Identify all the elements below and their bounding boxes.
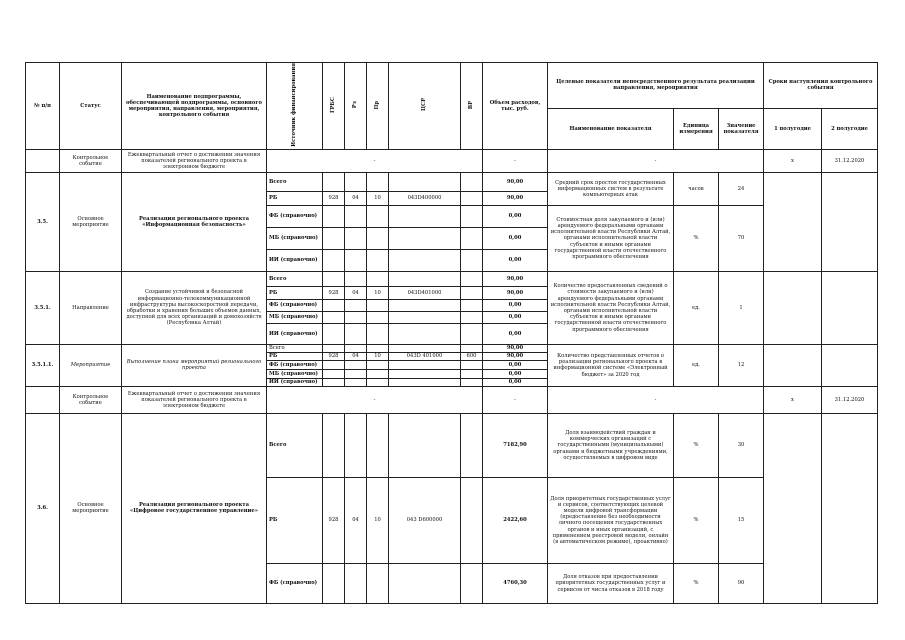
col-header-indicators: Целевые показатели непосредственного результата реализации направления, мероприятия [548, 63, 764, 109]
col-header-half1: 1 полугодие [764, 108, 822, 149]
col-header-num: № п/п [26, 63, 60, 150]
table-row: 3.5. Основное мероприятие Реализация регионального проекта «Информационная безопасность» Всего 90,00 Средний срок простоя государственных информационных систем в результате компьютерных атак часов 24 [26, 172, 878, 191]
col-header-ind-name: Наименование показателя [548, 108, 674, 149]
row-number: 3.6. [26, 413, 60, 603]
table-row: ФБ (справочно) 0,00 Стоимостная доля закупаемого и (или) арендуемого федеральными органами исполнительной власти Республики Алтай, органами исполнительной власти субъектов и иными органами государственной власти отечественного программного обеспечения % 70 [26, 205, 878, 227]
indicator-name: Количество представленных отчетов о реализации регионального проекта в информационной системе «Электронный бюджет» за 2020 год [548, 344, 674, 386]
row-status: Направление [60, 271, 122, 344]
control-event-status: Контрольное событие [60, 149, 122, 172]
table-row: 3.5.1.1. Мероприятие Выполнение плана мероприятий регионального проекта Всего 90,00 Количество представленных отчетов о реализации регионального проекта в информационной системе «Электронный бюджет» за 2020 год ед. 12 [26, 344, 878, 352]
indicator-name: Стоимостная доля закупаемого и (или) арендуемого федеральными органами исполнительной власти Республики Алтай, органами исполнительной власти субъектов и иными органами государственной власти отечественного программного обеспечения [548, 205, 674, 271]
table-row: МБ (справочно) 0,00 [26, 369, 878, 378]
row-status: Мероприятие [60, 344, 122, 386]
col-header-csr: ЦСР [389, 63, 461, 150]
control-event-name: Ежеквартальный отчет о достижении значения показателей регионального проекта в электронном бюджете [122, 149, 267, 172]
row-status: Основное мероприятие [60, 413, 122, 603]
row-name: Реализация регионального проекта «Цифровое государственное управление» [122, 413, 267, 603]
indicator-name: Доля отказов при предоставлении приоритетных государственных услуг и сервисов от числа отказов в 2018 году [548, 563, 674, 603]
table-row: РБ 928 04 10 043 D600000 2422,60 Доля приоритетных государственных услуг и сервисов, соответствующих целевой модели цифровой трансформации (предоставление без необходимости личного посещения государственных органов и иных организаций, с применением реестровой модели, онлайн (в автоматическом режиме), проактивно) % 15 [26, 477, 878, 563]
table-row: 3.5.1. Направление Создание устойчивой и безопасной информационно-телекоммуникационной инфраструктуры высокоскоростной передачи, обработки и хранения больших объемов данных, доступной для всех организаций и домохозяйств (Республика Алтай) Всего 90,00 Количество предоставленных сведений о стоимости закупаемого и (или) арендуемого федеральными органами исполнительной власти Республики Алтай, органами исполнительной власти субъектов и иными органами государственной власти отечественного программного обеспечения ед. 1 [26, 271, 878, 286]
document-table-sheet [25, 62, 877, 593]
col-header-pr: Пр [367, 63, 389, 150]
row-number: 3.5. [26, 172, 60, 271]
row-number: 3.5.1. [26, 271, 60, 344]
col-header-source: Источник финансирования [267, 63, 323, 150]
table-row: 3.6. Основное мероприятие Реализация регионального проекта «Цифровое государственное управление» Всего 7182,90 Доля взаимодействий граждан и коммерческих организаций с государственными (муниципальными) органами и бюджетными учреждениями, осуществляемых в цифровом виде % 30 [26, 413, 878, 477]
row-number: 3.5.1.1. [26, 344, 60, 386]
col-header-status: Статус [60, 63, 122, 150]
col-header-amount: Объем расходов, тыс. руб. [483, 63, 548, 150]
control-event-name: Ежеквартальный отчет о достижении значения показателей регионального проекта в электронном бюджете [122, 386, 267, 413]
col-header-unit: Единица измерения [674, 108, 719, 149]
col-header-rz: Рз [345, 63, 367, 150]
table-row: ФБ (справочно) 0,00 [26, 360, 878, 369]
table-row: МБ (справочно) 0,00 [26, 311, 878, 323]
plan-table [25, 62, 878, 604]
indicator-name: Количество предоставленных сведений о стоимости закупаемого и (или) арендуемого федеральными органами исполнительной власти Республики Алтай, органами исполнительной власти субъектов и иными органами государственной власти отечественного программного обеспечения [548, 271, 674, 344]
indicator-name: Средний срок простоя государственных информационных систем в результате компьютерных атак [548, 172, 674, 205]
row-name: Реализация регионального проекта «Информационная безопасность» [122, 172, 267, 271]
row-status: Основное мероприятие [60, 172, 122, 271]
table-row: РБ 928 04 10 043D401000 90,00 [26, 286, 878, 299]
table-row: МБ (справочно) 0,00 [26, 227, 878, 249]
row-name: Создание устойчивой и безопасной информационно-телекоммуникационной инфраструктуры высокоскоростной передачи, обработки и хранения больших объемов данных, доступной для всех организаций и домохозяйств (Республика Алтай) [122, 271, 267, 344]
col-header-deadlines: Сроки наступления контрольного события [764, 63, 878, 109]
table-row: ИИ (справочно) 0,00 [26, 249, 878, 271]
table-row: РБ 928 04 10 043D 401000 600 90,00 [26, 352, 878, 360]
col-header-vr: ВР [461, 63, 483, 150]
col-header-value: Значение показателя [719, 108, 764, 149]
indicator-name: Доля взаимодействий граждан и коммерческих организаций с государственными (муниципальными) органами и бюджетными учреждениями, осуществляемых в цифровом виде [548, 413, 674, 477]
table-row: ИИ (справочно) 0,00 [26, 378, 878, 386]
table-row: Контрольное событие Ежеквартальный отчет о достижении значения показателей регионального проекта в электронном бюджете - - - х 31.12.2020 [26, 149, 878, 172]
col-header-grbs: ГРБС [323, 63, 345, 150]
table-row: ФБ (справочно) 0,00 [26, 299, 878, 311]
row-name: Выполнение плана мероприятий регионального проекта [122, 344, 267, 386]
table-row: ИИ (справочно) 0,00 [26, 323, 878, 344]
col-header-name: Наименование подпрограммы, обеспечивающей подпрограммы, основного мероприятия, направления, мероприятия, контрольного события [122, 63, 267, 150]
indicator-name: Доля приоритетных государственных услуг и сервисов, соответствующих целевой модели цифровой трансформации (предоставление без необходимости личного посещения государственных органов и иных организаций, с применением реестровой модели, онлайн (в автоматическом режиме), проактивно) [548, 477, 674, 563]
table-row: Контрольное событие Ежеквартальный отчет о достижении значения показателей регионального проекта в электронном бюджете - - - х 31.12.2020 [26, 386, 878, 413]
table-row: РБ 928 04 10 043D400000 90,00 [26, 191, 878, 205]
table-row: ФБ (справочно) 4760,30 Доля отказов при предоставлении приоритетных государственных услуг и сервисов от числа отказов в 2018 году % 90 [26, 563, 878, 603]
control-event-status: Контрольное событие [60, 386, 122, 413]
col-header-half2: 2 полугодие [822, 108, 878, 149]
